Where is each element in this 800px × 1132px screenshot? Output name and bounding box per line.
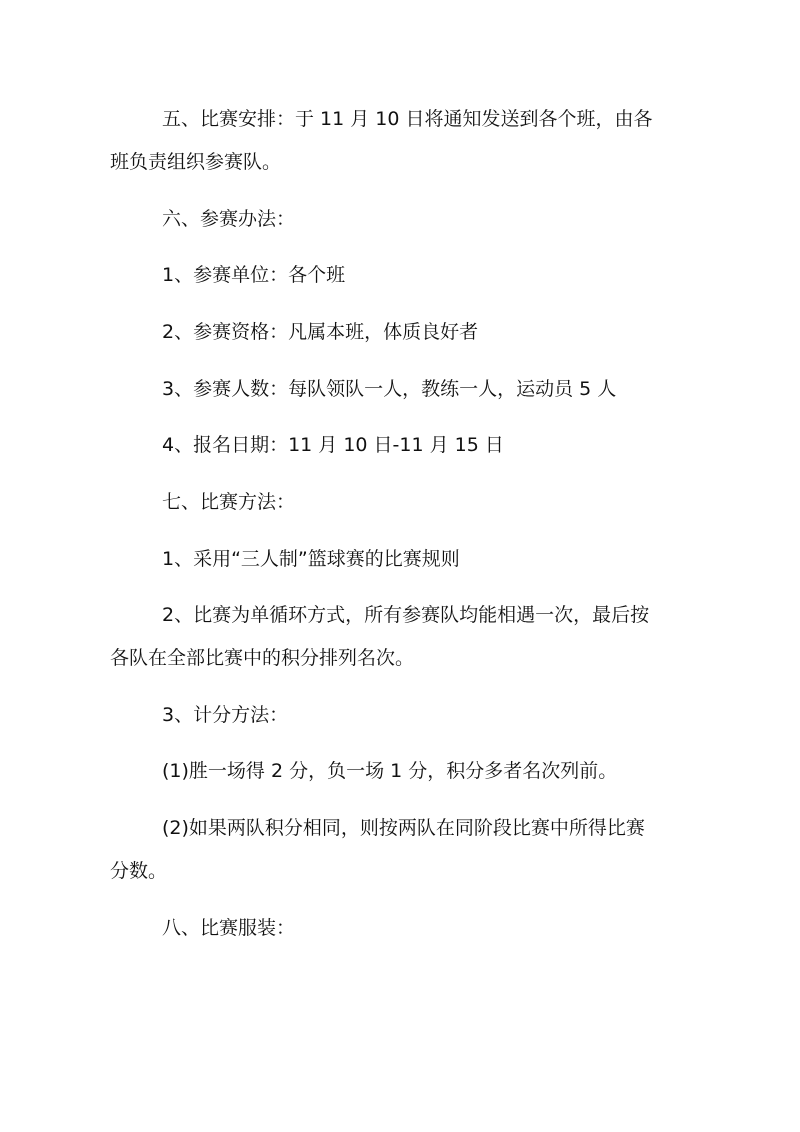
item-scoring: 3、计分方法： (162, 704, 289, 726)
heading-method: 七、比赛方法： (162, 491, 296, 513)
scoring-rule-2: (2)如果两队积分相同，则按两队在同阶段比赛中所得比赛 (162, 817, 645, 839)
heading-uniform: 八、比赛服装： (162, 917, 296, 939)
scoring-rule-2-cont: 分数。 (110, 860, 168, 882)
item-round-robin-cont: 各队在全部比赛中的积分排列名次。 (110, 647, 415, 669)
scoring-rule-1: (1)胜一场得 2 分，负一场 1 分，积分多者名次列前。 (162, 760, 618, 782)
paragraph-schedule-cont: 班负责组织参赛队。 (110, 151, 282, 173)
item-eligibility: 2、参赛资格：凡属本班，体质良好者 (162, 321, 479, 343)
heading-participation: 六、参赛办法： (162, 208, 296, 230)
item-rules: 1、采用“三人制”篮球赛的比赛规则 (162, 548, 460, 570)
item-team-size: 3、参赛人数：每队领队一人，教练一人，运动员 5 人 (162, 378, 617, 400)
paragraph-schedule: 五、比赛安排：于 11 月 10 日将通知发送到各个班，由各 (162, 108, 653, 130)
item-registration-date: 4、报名日期：11 月 10 日-11 月 15 日 (162, 434, 504, 456)
item-units: 1、参赛单位：各个班 (162, 264, 346, 286)
item-round-robin: 2、比赛为单循环方式，所有参赛队均能相遇一次，最后按 (162, 604, 650, 626)
